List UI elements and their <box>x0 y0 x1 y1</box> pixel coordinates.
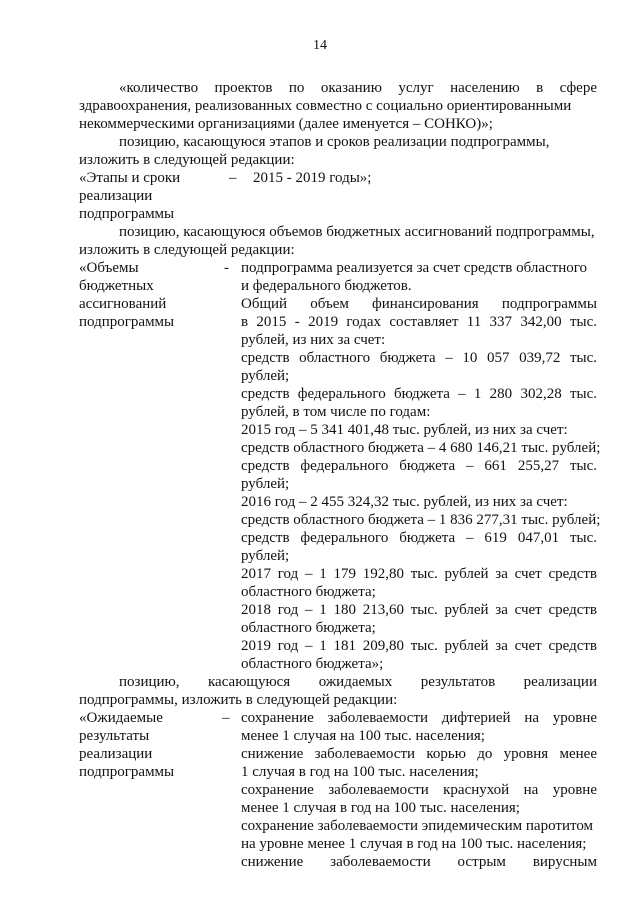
budget-line: областного бюджета; <box>241 620 376 636</box>
budget-line: 2015 год – 5 341 401,48 тыс. рублей, из них за счет: <box>241 422 568 438</box>
paragraph-line: позицию, касающуюся объемов бюджетных ассигнований подпрограммы, <box>119 224 595 240</box>
budget-dash: - <box>224 260 229 276</box>
budget-line: 2018 год – 1 180 213,60 тыс. рублей за счет средств <box>241 602 597 618</box>
results-label: «Ожидаемые <box>79 710 163 726</box>
paragraph-line: позицию, касающуюся ожидаемых результатов реализации <box>119 674 597 690</box>
budget-line: рублей; <box>241 548 290 564</box>
results-line: сохранение заболеваемости эпидемическим паротитом <box>241 818 594 834</box>
budget-line: областного бюджета»; <box>241 656 384 672</box>
budget-label: бюджетных <box>79 278 154 294</box>
budget-label: «Объемы <box>79 260 139 276</box>
paragraph-line: подпрограммы, изложить в следующей редакции: <box>79 692 398 708</box>
results-line: снижение заболеваемости острым вирусным <box>241 854 597 870</box>
budget-line: рублей; <box>241 368 290 384</box>
results-line: сохранение заболеваемости дифтерией на уровне <box>241 710 597 726</box>
results-label: подпрограммы <box>79 764 175 780</box>
paragraph-line: некоммерческими организациями (далее именуется – СОНКО)»; <box>79 116 493 132</box>
budget-line: и федерального бюджетов. <box>241 278 412 294</box>
paragraph-line: «количество проектов по оказанию услуг населению в сфере <box>119 80 597 96</box>
budget-line: рублей; <box>241 476 290 492</box>
budget-line: 2019 год – 1 181 209,80 тыс. рублей за счет средств <box>241 638 597 654</box>
budget-line: областного бюджета; <box>241 584 376 600</box>
page-number: 14 <box>313 38 327 53</box>
budget-line: средств областного бюджета – 1 836 277,31 тыс. рублей; <box>241 512 601 528</box>
budget-line: подпрограмма реализуется за счет средств областного <box>241 260 588 276</box>
results-dash: – <box>222 710 230 726</box>
paragraph-line: здравоохранения, реализованных совместно с социально ориентированными <box>79 98 572 114</box>
results-line: на уровне менее 1 случая в год на 100 тыс. населения; <box>241 836 587 852</box>
budget-line: в 2015 - 2019 годах составляет 11 337 342,00 тыс. <box>241 314 597 330</box>
results-line: менее 1 случая в год на 100 тыс. населения; <box>241 800 520 816</box>
paragraph-line: изложить в следующей редакции: <box>79 242 295 258</box>
budget-label: ассигнований <box>79 296 167 312</box>
budget-line: средств областного бюджета – 4 680 146,21 тыс. рублей; <box>241 440 601 456</box>
stages-dash: – <box>229 170 237 186</box>
budget-line: средств федерального бюджета – 1 280 302,28 тыс. <box>241 386 597 402</box>
results-label: реализации <box>79 746 153 762</box>
results-line: сохранение заболеваемости краснухой на уровне <box>241 782 597 798</box>
results-line: снижение заболеваемости корью до уровня менее <box>241 746 597 762</box>
paragraph-line: позицию, касающуюся этапов и сроков реализации подпрограммы, <box>119 134 550 150</box>
budget-line: 2016 год – 2 455 324,32 тыс. рублей, из них за счет: <box>241 494 568 510</box>
results-line: 1 случая в год на 100 тыс. населения; <box>241 764 479 780</box>
stages-label: реализации <box>79 188 153 204</box>
budget-line: средств областного бюджета – 10 057 039,72 тыс. <box>241 350 597 366</box>
budget-line: средств федерального бюджета – 661 255,27 тыс. <box>241 458 597 474</box>
paragraph-line: изложить в следующей редакции: <box>79 152 295 168</box>
budget-line: Общий объем финансирования подпрограммы <box>241 296 597 312</box>
budget-line: рублей, в том числе по годам: <box>241 404 431 420</box>
stages-label: «Этапы и сроки <box>79 170 181 186</box>
budget-line: рублей, из них за счет: <box>241 332 386 348</box>
budget-line: 2017 год – 1 179 192,80 тыс. рублей за счет средств <box>241 566 597 582</box>
budget-line: средств федерального бюджета – 619 047,01 тыс. <box>241 530 597 546</box>
stages-value: 2015 - 2019 годы»; <box>253 170 372 186</box>
results-line: менее 1 случая на 100 тыс. населения; <box>241 728 485 744</box>
results-label: результаты <box>79 728 150 744</box>
stages-label: подпрограммы <box>79 206 175 222</box>
budget-label: подпрограммы <box>79 314 175 330</box>
